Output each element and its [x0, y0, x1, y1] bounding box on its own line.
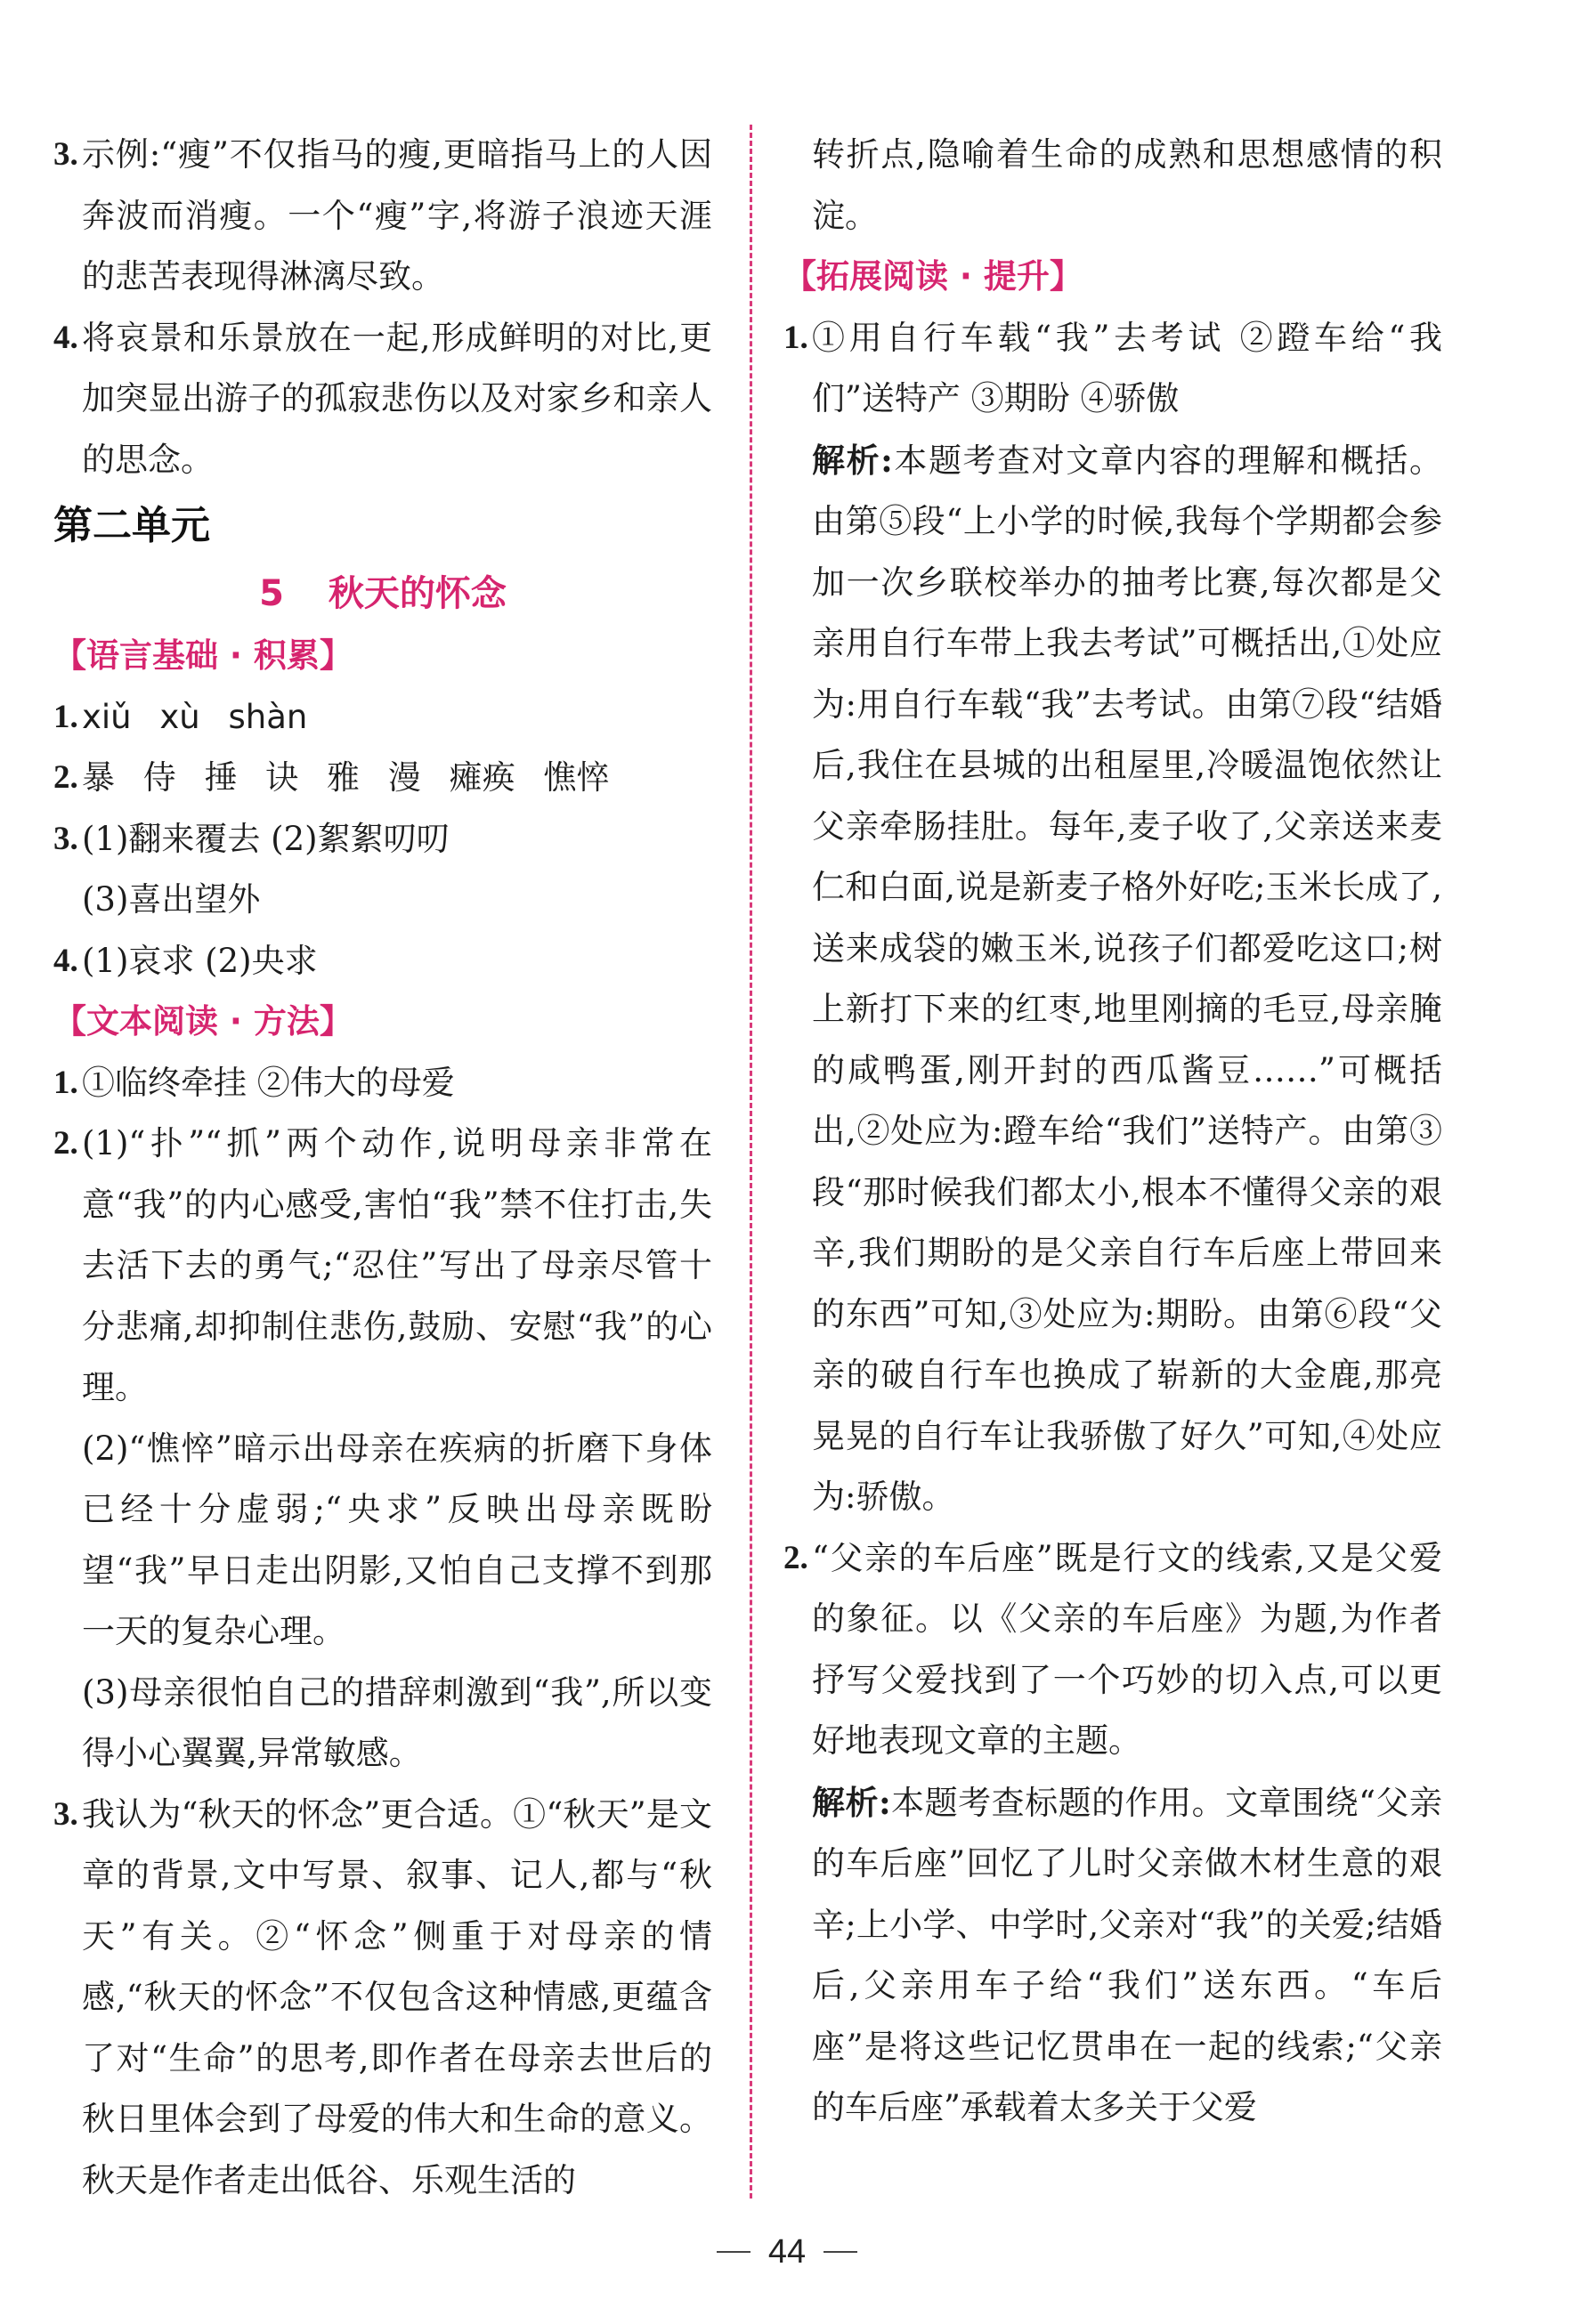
lesson-title: 5 秋天的怀念	[259, 573, 507, 614]
answer-continuation: (3)喜出望外	[82, 880, 261, 919]
page-footer	[0, 2230, 1574, 2274]
unit-title: 第二单元	[53, 503, 210, 548]
answer-item: 3. 我认为“秋天的怀念”更合适。①“秋天”是文章的背景,文中写景、叙事、记人,都与“秋天”有关。②“怀念”侧重于对母亲的情感,“秋天的怀念”不仅包含这种情感,更蕴含了对“生命”的思考,即作者在母亲去世后的秋日里体会到了母爱的伟大和生命的意义。秋天是作者走出低谷、乐观生活的	[53, 1794, 712, 2199]
answer-item: 3. (1)翻来覆去 (2)絮絮叨叨	[53, 819, 450, 858]
section-heading: 【文本阅读 · 方法】	[53, 1002, 353, 1041]
answer-item: 2. 暴 侍 捶 诀 雅 漫 瘫痪 憔悴	[53, 758, 610, 797]
answer-item: 2. “父亲的车后座”既是行文的线索,又是父爱的象征。以《父亲的车后座》为题,为作者抒写父爱找到了一个巧妙的切入点,可以更好地表现文章的主题。	[783, 1538, 1442, 1760]
analysis-paragraph: 解析:本题考查对文章内容的理解和概括。由第⑤段“上小学的时候,我每个学期都会参加一次乡联校举办的抽考比赛,每次都是父亲用自行车带上我去考试”可概括出,①处应为:用自行车载“我”去考试。由第⑦段“结婚后,我住在县城的出租屋里,冷暖温饱依然让父亲牵肠挂肚。每年,麦子收了,父亲送来麦仁和白面,说是新麦子格外好吃;玉米长成了,送来成袋的嫩玉米,说孩子们都爱吃这口;树上新打下来的红枣,地里刚摘的毛豆,母亲腌的咸鸭蛋,刚开封的西瓜酱豆……”可概括出,②处应为:蹬车给“我们”送特产。由第③段“那时候我们都太小,根本不懂得父亲的艰辛,我们期盼的是父亲自行车后座上带回来的东西”可知,③处应为:期盼。由第⑥段“父亲的破自行车也换成了崭新的大金鹿,那亮晃晃的自行车让我骄傲了好久”可知,④处应为:骄傲。	[812, 440, 1442, 1516]
section-heading: 【语言基础 · 积累】	[53, 636, 353, 675]
column-divider	[750, 125, 752, 2198]
answer-item: 4. 将哀景和乐景放在一起,形成鲜明的对比,更加突显出游子的孤寂悲伤以及对家乡和亲人的思念。	[53, 318, 712, 479]
footer-dash-right	[824, 2251, 857, 2253]
answer-paragraph: (3)母亲很怕自己的措辞刺激到“我”,所以变得小心翼翼,异常敏感。	[82, 1672, 712, 1772]
answer-item: 4. (1)哀求 (2)央求	[53, 941, 318, 980]
answer-continuation: 转折点,隐喻着生命的成熟和思想感情的积淀。	[812, 135, 1442, 235]
answer-item: 3. 示例:“瘦”不仅指马的瘦,更暗指马上的人因奔波而消瘦。一个“瘦”字,将游子浪迹天涯的悲苦表现得淋漓尽致。	[53, 135, 712, 296]
answer-item: 1. xiǔ xù shàn	[53, 697, 308, 736]
page-number: 44	[767, 2232, 807, 2271]
right-column	[783, 125, 1442, 2139]
analysis-label: 解析:	[812, 1782, 891, 1822]
answer-paragraph: (2)“憔悴”暗示出母亲在疾病的折磨下身体已经十分虚弱;“央求”反映出母亲既盼望“我”早日走出阴影,又怕自己支撑不到那一天的复杂心理。	[82, 1429, 712, 1650]
answer-item: 1. ①用自行车载“我”去考试 ②蹬车给“我们”送特产 ③期盼 ④骄傲	[783, 318, 1442, 417]
analysis-label: 解析:	[812, 440, 893, 480]
answer-item: 2. (1)“扑”“抓”两个动作,说明母亲非常在意“我”的内心感受,害怕“我”禁不住打击,失去活下去的勇气;“忍住”写出了母亲尽管十分悲痛,却抑制住悲伤,鼓励、安慰“我”的心理。	[53, 1124, 712, 1406]
left-column	[53, 125, 712, 2211]
answer-item: 1. ①临终牵挂 ②伟大的母爱	[53, 1063, 455, 1102]
analysis-paragraph: 解析:本题考查标题的作用。文章围绕“父亲的车后座”回忆了儿时父亲做木材生意的艰辛;上小学、中学时,父亲对“我”的关爱;结婚后,父亲用车子给“我们”送东西。“车后座”是将这些记忆贯串在一起的线索;“父亲的车后座”承载着太多关于父爱	[812, 1782, 1442, 2126]
section-heading: 【拓展阅读 · 提升】	[783, 257, 1083, 296]
footer-dash-left	[717, 2251, 750, 2253]
